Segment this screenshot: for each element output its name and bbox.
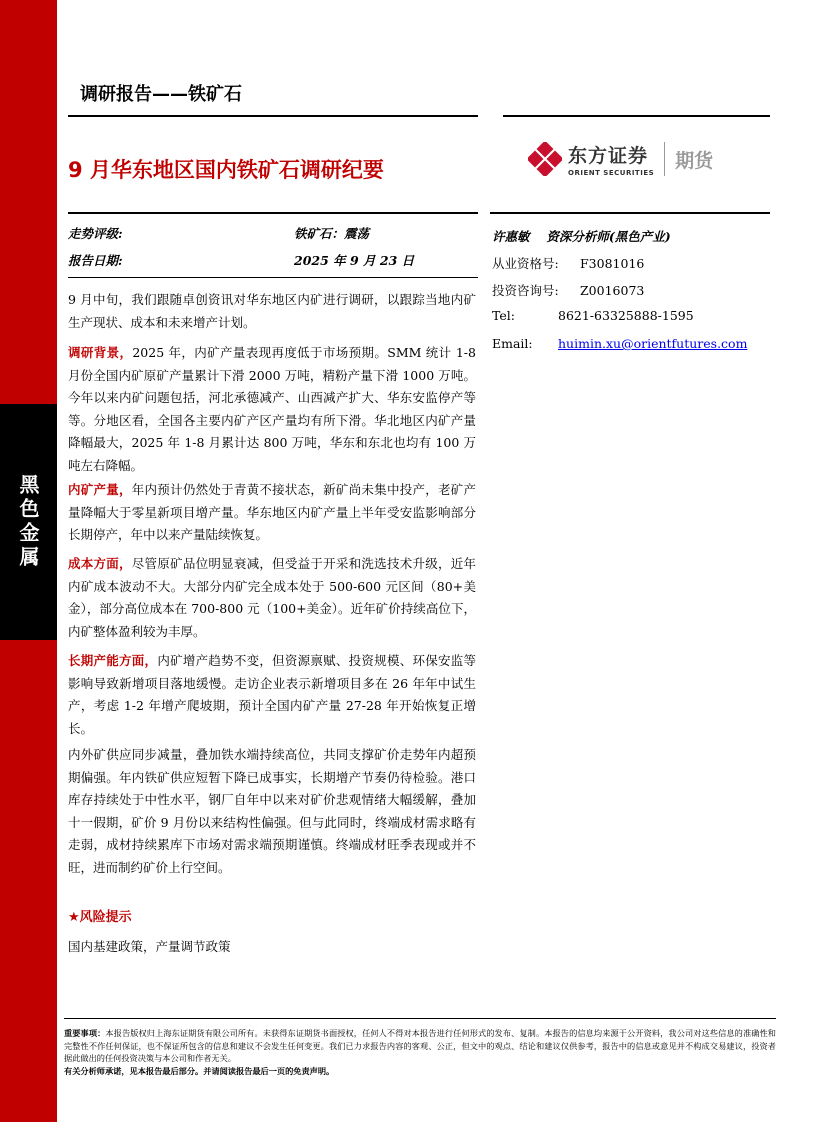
section-lead: 调研背景，	[68, 345, 133, 360]
header-divider-right	[503, 115, 770, 117]
disclaimer-footer: 有关分析师承诺，见本报告最后部分。并请阅读报告最后一页的免责声明。	[64, 1066, 335, 1076]
summary-paragraph: 内外矿供应同步减量，叠加铁水端持续高位，共同支撑矿价走势年内超预期偏强。年内铁矿供应短暂下降已成事实，长期增产节奏仍待检验。港口库存持续处于中性水平，钢厂自年中以来对矿价悲观情绪大幅缓解，叠加十一假期，矿价 9 月份以来结构性偏强。但与此同时，终端成材需求略有走弱，成材持续累库下市场对需求端预期谨慎。终端成材旺季表现或并不旺，进而制约矿价上行空间。	[68, 747, 476, 875]
star-icon: ★	[68, 910, 80, 925]
logo-division: 期货	[675, 149, 714, 172]
header-divider-left	[68, 115, 478, 117]
risk-heading-text: 风险提示	[79, 910, 132, 925]
tel-value: 8621-63325888-1595	[558, 308, 694, 323]
meta-divider-right	[490, 212, 770, 214]
footer-divider	[64, 1018, 776, 1019]
analyst-qualification	[492, 254, 644, 272]
risk-heading	[68, 906, 132, 925]
date-label: 报告日期:	[68, 253, 123, 268]
section-text: 尽管原矿品位明显衰减，但受益于开采和洗选技术升级，近年内矿成本波动不大。大部分内矿完全成本处于 500-600 元区间（80+美金），部分高位成本在 700-800 元（100+美金）。近年矿价持续高位下，内矿整体盈利较为丰厚。	[68, 556, 476, 639]
section-background	[68, 342, 476, 478]
qualification-label: 从业资格号:	[492, 256, 559, 271]
meta-divider-left	[68, 212, 478, 214]
section-lead: 内矿产量，	[68, 482, 132, 497]
section-text: 年内预计仍然处于青黄不接状态，新矿尚未集中投产，老矿产量降幅大于零星新项目增产量。华东地区内矿产量上半年受安监影响部分长期停产，年中以来产量陆续恢复。	[68, 482, 476, 543]
section-text: 2025 年，内矿产量表现再度低于市场预期。SMM 统计 1-8 月份全国内矿原矿产量累计下滑 2000 万吨，精粉产量下滑 1000 万吨。今年以来内矿问题包括，河北承德减产、山西减产扩大、华东安监停产等等。分地区看，全国各主要内矿产区产量均有所下滑。华北地区内矿产量降幅最大，2025 年 1-8 月累计达 800 万吨，华东和东北也均有 100 万吨左右降幅。	[68, 345, 476, 473]
page-title: 9 月华东地区国内铁矿石调研纪要	[68, 158, 384, 182]
disclaimer	[64, 1027, 776, 1065]
analyst-tel	[492, 308, 694, 323]
trend-value: 铁矿石：震荡	[294, 226, 370, 241]
section-long-term	[68, 650, 476, 740]
report-type: 调研报告——铁矿石	[80, 84, 242, 105]
consult-value: Z0016073	[580, 283, 645, 298]
intro-paragraph: 9 月中旬，我们跟随卓创资讯对华东地区内矿进行调研，以跟踪当地内矿生产现状、成本和未来增产计划。	[68, 292, 476, 330]
meta-bottom-divider	[68, 277, 478, 278]
category-side-tab	[0, 404, 57, 640]
risk-text: 国内基建政策，产量调节政策	[68, 939, 231, 954]
section-lead: 长期产能方面，	[68, 653, 158, 668]
tel-label: Tel:	[492, 308, 515, 323]
disclaimer-text: 本报告版权归上海东证期货有限公司所有。未获得东证期货书面授权，任何人不得对本报告进行任何形式的发布、复制。本报告的信息均来源于公开资料，我公司对这些信息的准确性和完整性不作任何保证，也不保证所包含的信息和建议不会发生任何变更。我们已力求报告内容的客观、公正，但文中的观点、结论和建议仅供参考，报告中的信息或意见并不构成交易建议，投资者据此做出的任何投资决策与本公司和作者无关。	[64, 1028, 776, 1064]
email-label: Email:	[492, 336, 533, 351]
trend-label: 走势评级:	[68, 226, 123, 241]
consult-label: 投资咨询号:	[492, 283, 559, 298]
logo-separator	[664, 142, 665, 176]
section-cost	[68, 553, 476, 643]
category-label: 黑色金属	[16, 474, 40, 570]
date-value: 2025 年 9 月 23 日	[294, 253, 415, 268]
section-text: 内矿增产趋势不变，但资源禀赋、投资规模、环保安监等影响导致新增项目落地缓慢。走访企业表示新增项目多在 26 年年中试生产，考虑 1-2 年增产爬坡期，预计全国内矿产量 27-28 年开始恢复正增长。	[68, 653, 476, 736]
company-logo	[528, 141, 713, 177]
orient-logo-icon	[528, 142, 562, 176]
qualification-value: F3081016	[580, 256, 645, 271]
email-link[interactable]: huimin.xu@orientfutures.com	[558, 336, 748, 351]
logo-name-cn: 东方证券	[568, 145, 649, 167]
analyst-name: 许惠敏 资深分析师(黑色产业)	[492, 229, 671, 244]
analyst-consult	[492, 281, 644, 299]
disclaimer-label: 重要事项：	[64, 1028, 106, 1038]
section-output	[68, 479, 476, 547]
logo-name-en: ORIENT SECURITIES	[568, 169, 655, 177]
section-lead: 成本方面，	[68, 556, 132, 571]
analyst-email	[492, 336, 747, 351]
